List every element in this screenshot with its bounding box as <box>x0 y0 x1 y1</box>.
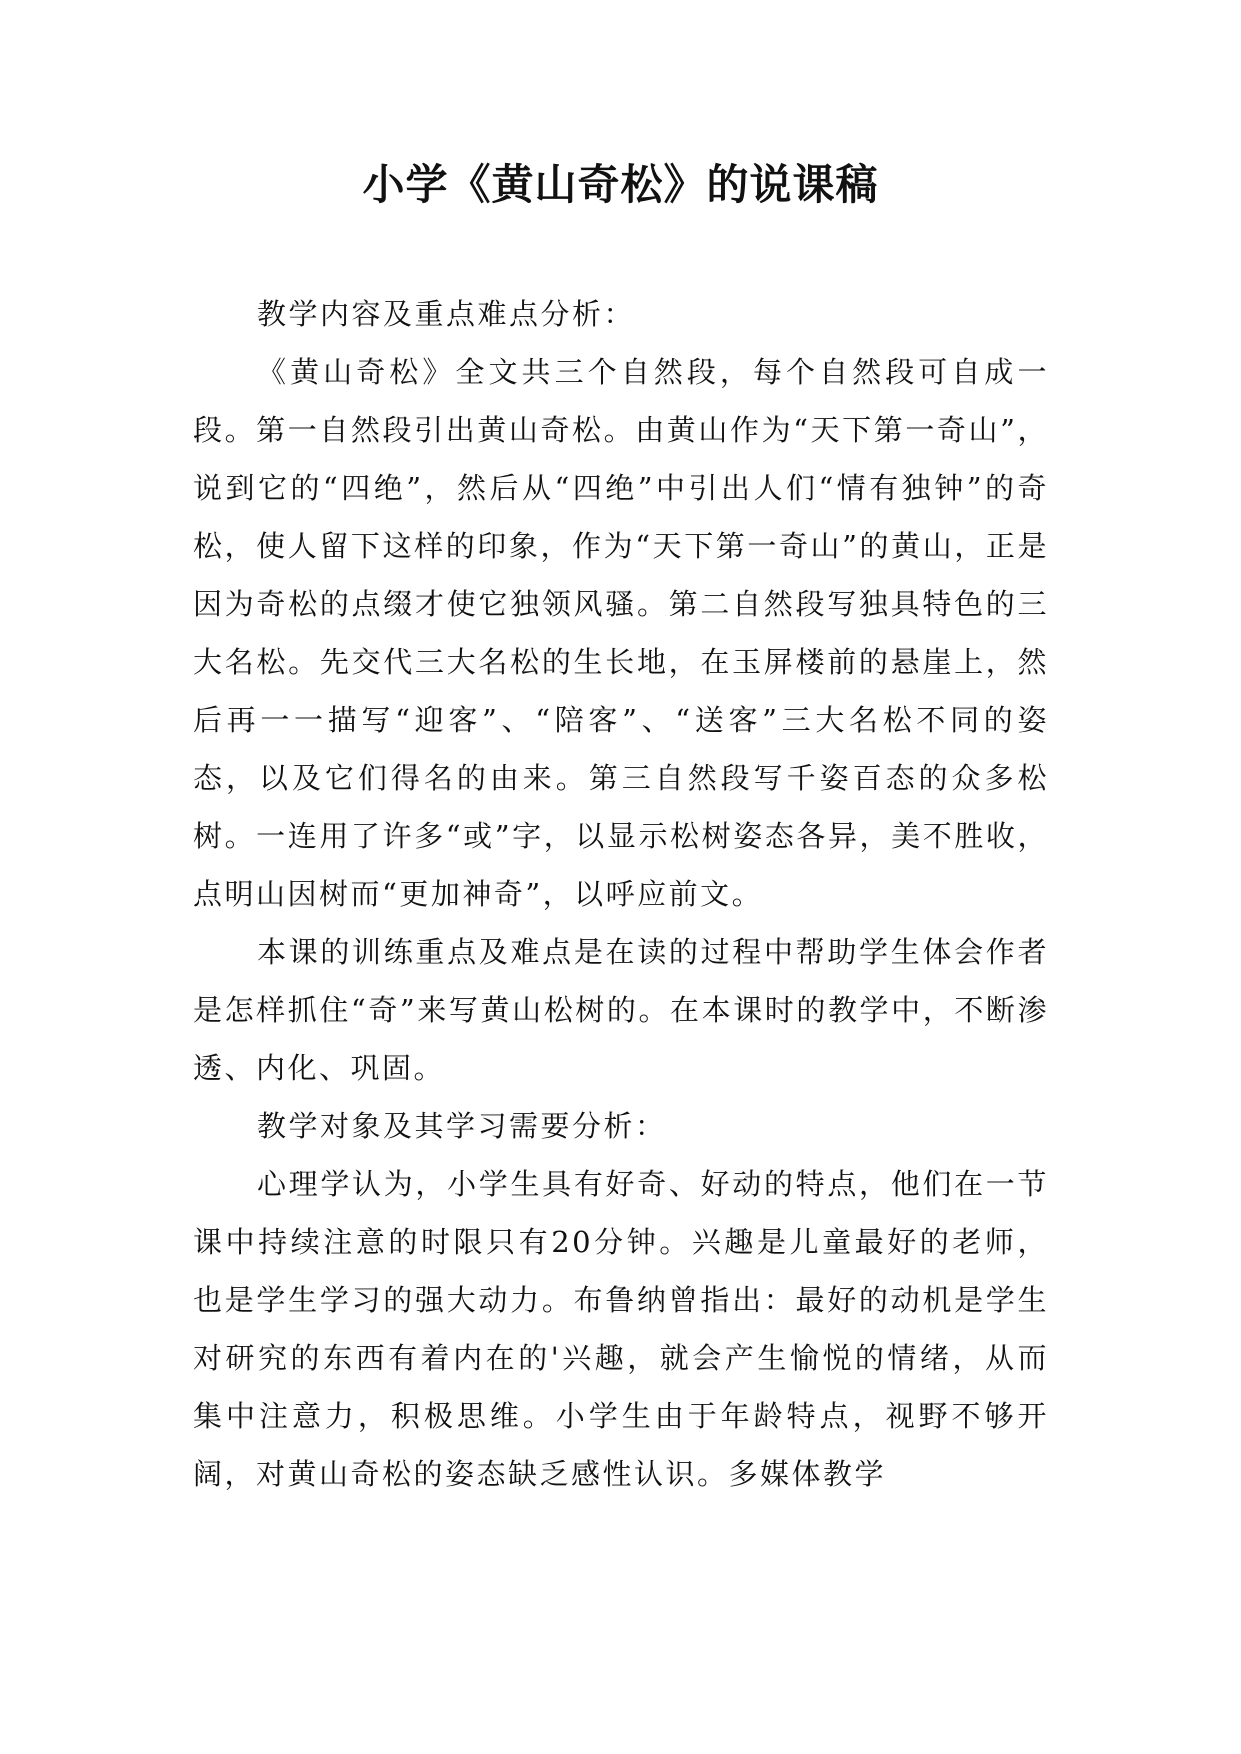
section-heading-content-analysis: 教学内容及重点难点分析： <box>257 297 636 331</box>
paragraph-key-points: 本课的训练重点及难点是在读的过程中帮助学生体会作者是怎样抓住“奇”来写黄山松树的。在本课时的教学中，不断渗透、内化、巩固。 <box>193 935 1049 1085</box>
document-body <box>193 285 1049 1503</box>
section-heading-learner-analysis: 教学对象及其学习需要分析： <box>257 1109 667 1143</box>
paragraph-psychology: 心理学认为，小学生具有好奇、好动的特点，他们在一节课中持续注意的时限只有20分钟。兴趣是儿童最好的老师，也是学生学习的强大动力。布鲁纳曾指出：最好的动机是学生对研究的东西有着内在的'兴趣，就会产生愉悦的情绪，从而集中注意力，积极思维。小学生由于年龄特点，视野不够开阔，对黄山奇松的姿态缺乏感性认识。多媒体教学 <box>193 1167 1049 1491</box>
document-title: 小学《黄山奇松》的说课稿 <box>362 160 879 209</box>
paragraph-text-overview: 《黄山奇松》全文共三个自然段，每个自然段可自成一段。第一自然段引出黄山奇松。由黄山作为“天下第一奇山”，说到它的“四绝”，然后从“四绝”中引出人们“情有独钟”的奇松，使人留下这样的印象，作为“天下第一奇山”的黄山，正是因为奇松的点缀才使它独领风骚。第二自然段写独具特色的三大名松。先交代三大名松的生长地，在玉屏楼前的悬崖上，然后再一一描写“迎客”、“陪客”、“送客”三大名松不同的姿态，以及它们得名的由来。第三自然段写千姿百态的众多松树。一连用了许多“或”字，以显示松树姿态各异，美不胜收，点明山因树而“更加神奇”，以呼应前文。 <box>193 355 1049 911</box>
